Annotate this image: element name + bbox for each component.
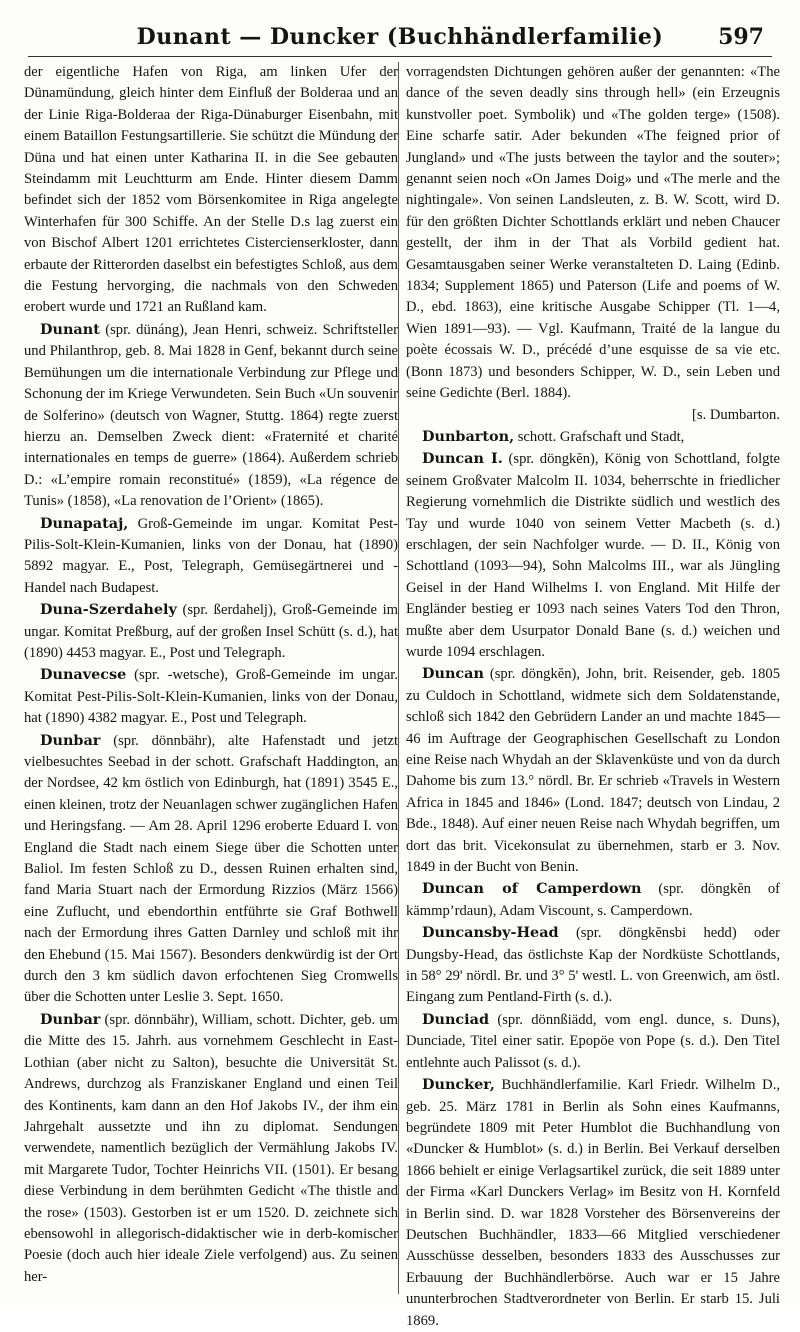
page-number: 597 bbox=[718, 24, 764, 50]
entry-paragraph bbox=[406, 1009, 780, 1074]
entry-headword: Dunbarton, bbox=[422, 427, 515, 445]
entry-text: (spr. döngkĕn of kämmp’rdaun), Adam Viscount, s. Camperdown. bbox=[406, 881, 780, 919]
entry-paragraph bbox=[24, 319, 398, 513]
entry-paragraph bbox=[24, 1009, 398, 1288]
entry-headword: Duncan of Camperdown bbox=[422, 880, 642, 898]
entry-text: (spr. dönnbähr), alte Hafenstadt und jetzt vielbesuchtes Seebad in der schott. Grafschaft Haddington, an der Nordsee, 42 km östlich von Edinburgh, hat (1891) 3545 E., einen kleinen, trotz der Neuanlagen schwer zugänglichen Hafen und Heringsfang. — Am 28. April 1296 eroberte Eduard I. von England die Stadt nach einem Siege über die Schotten unter Baliol. Im festen Schloß zu D., dessen Ruinen erhalten sind, fand Maria Stuart nach der Ermordung Rizzios (März 1566) eine Zuflucht, und ebendorthin entführte sie Graf Bothwell nach der Ermordung ihres Gatten Darnley und schloß mit ihr den Ehebund (15. Mai 1567). Besonders denkwürdig ist der Ort durch den 3 km südlich davon erfochtenen Sieg Cromwells über die Schotten unter Leslie 3. Sept. 1650. bbox=[24, 732, 398, 1006]
entry-headword: Dunant bbox=[40, 320, 100, 338]
entry-text: (spr. -wetsche), Groß-Gemeinde im ungar. Komitat Pest-Pilis-Solt-Klein-Kumanien, links von der Donau, hat (1890) 4382 magyar. E., Post und Telegraph. bbox=[24, 667, 398, 727]
entry-text: vorragendsten Dichtungen gehören außer der genannten: «The dance of the seven deadly sins through hell» (ein Erzeugnis kunstvoller poet. Symbolik) und «The golden terge» (1508). Eine scharfe satir. Ader bekunden «The feigned prior of Jungland» und «The justs between the taylor and the souter»; genannt seien noch «On James Doig» und «The merle and the nightingale». Von seinen Landsleuten, z. B. W. Scott, wird D. für den größten Dichter Schottlands erklärt und neben Chaucer gestellt, der ihm in der That als Vorbild gedient hat. Gesamtausgaben seiner Werke veranstalteten D. Laing (Edinb. 1834; Supplement 1865) und Paterson (Life and poems of W. D., ebd. 1863), eine kritische Ausgabe Schipper (Tl. 1—4, Wien 1891—93). — Vgl. Kaufmann, Traité de la langue du poète écossais W. D., précédé d’une esquisse de sa vie etc. (Bonn 1873) und besonders Schipper, W. D., sein Leben und seine Gedichte (Berl. 1884). bbox=[406, 64, 780, 402]
entry-paragraph bbox=[24, 62, 398, 319]
entry-headword: Duncan I. bbox=[422, 450, 503, 468]
entry-paragraph bbox=[406, 426, 780, 448]
entry-text: schott. Grafschaft und Stadt, bbox=[514, 428, 685, 445]
entry-paragraph bbox=[406, 448, 780, 663]
entry-text: [s. Dumbarton. bbox=[692, 406, 780, 423]
right-column bbox=[406, 62, 780, 1329]
entry-text: (spr. dönnbähr), William, schott. Dichter, geb. um die Mitte des 15. Jahrh. aus vornehmem Geschlecht in East-Lothian (aber nicht zu Salton), besuchte die Universität St. Andrews, durchzog als Franziskaner England und einen Teil des Kontinents, kam dann an den Hof Jakobs IV., der ihm ein Jahrgehalt aussetzte und ihn zu diplomat. Sendungen verwendete, namentlich bezüglich der Vermählung Jakobs IV. mit Margarete Tudor, Tochter Heinrichs VII. (1501). Er besang diese Verbindung in dem berühmten Gedicht «The thistle and the rose» (1503). Gestorben ist er um 1520. D. zeichnete sich ebensowohl in allegorisch-didaktischer wie in derb-komischer Poesie (doch auch hier ideale Ziele verfolgend) aus. Zu seinen her- bbox=[24, 1011, 398, 1285]
entry-headword: Duncansby-Head bbox=[422, 924, 559, 942]
entry-text: (spr. ßerdahelj), Groß-Gemeinde im ungar. Komitat Preßburg, auf der großen Insel Schütt (s. d.), hat (1890) 4453 magyar. E., Post und Telegraph. bbox=[24, 602, 398, 661]
entry-text: (spr. döngkĕnsbi hedd) oder Dungsby-Head, das östlichste Kap der Nordküste Schottlands, in 58° 29' nördl. Br. und 3° 5' westl. L. von Greenwich, am östl. Eingang zum Pentland-Firth (s. d.). bbox=[406, 925, 780, 1006]
header-rule bbox=[28, 56, 772, 57]
entry-text: (spr. döngkĕn), John, brit. Reisender, geb. 1805 zu Culdoch in Schottland, widmete sich dem Soldatenstande, schloß sich 1842 den Gebrüdern Lander an und machte 1845—46 im Auftrage der Geographischen Gesellschaft zu London eine Reise nach Whydah an der Sklavenküste und von da durch Dahome bis zum 13.° nördl. Br. Er schrieb «Travels in Western Africa in 1845 and 1846» (Lond. 1847; deutsch von Lindau, 2 Bde., 1848). Auf einer neuen Reise nach Whydah begriffen, um dort das brit. Vicekonsulat zu übernehmen, starb er 3. Nov. 1849 in der Bucht von Benin. bbox=[406, 666, 780, 876]
entry-headword: Dunapataj, bbox=[40, 514, 129, 532]
page-header bbox=[0, 10, 800, 54]
entry-paragraph bbox=[406, 663, 780, 878]
column-divider bbox=[398, 62, 399, 1294]
entry-text: (spr. dönnßiädd, vom engl. dunce, s. Duns), Dunciade, Titel einer satir. Epopöe von Pope (s. d.). Den Titel entlehnte auch Palissot (s. d.). bbox=[406, 1011, 780, 1071]
entry-text: Buchhändlerfamilie. Karl Friedr. Wilhelm D., geb. 25. März 1781 in Berlin als Sohn eines Kaufmanns, begründete 1809 mit Peter Humblot die Buchhandlung von «Duncker & Humblot» (s. d.) in Berlin. Bei Verkauf derselben 1866 behielt er einige Verlagsartikel zurück, die seit 1889 unter der Firma «Karl Dunckers Verlag» im Besitz von H. Kornfeld in Berlin sind. D. war 1828 Vorsteher des Börsenvereins der Deutschen Buchhändler, 1833—66 Mitglied verschiedener Ausschüsse desselben, besonders 1833 des Ausschusses zur Erbauung der Buchhändlerbörse. Auch war er 15 Jahre ununterbrochen Stadtverordneter von Berlin. Er starb 15. Juli 1869. bbox=[406, 1077, 780, 1329]
entry-headword: Duna-Szerdahely bbox=[40, 601, 177, 619]
entry-text: (spr. dünáng), Jean Henri, schweiz. Schriftsteller und Philanthrop, geb. 8. Mai 1828 in Genf, bekannt durch seine Bemühungen um die internationale Verbindung zur Pflege und Schonung der im Kriege Verwundeten. Sein Buch «Un souvenir de Solferino» (deutsch von Wagner, Stuttg. 1864) regte zuerst hierzu an. Demselben Zweck dient: «Fraternité et charité internationales en temps de guerre» (1864). Außerdem schrieb D.: «L’empire romain reconstitué» (1859), «La régence de Tunis» (1858), «La renovation de l’Orient» (1865). bbox=[24, 321, 398, 510]
entry-text: Groß-Gemeinde im ungar. Komitat Pest-Pilis-Solt-Klein-Kumanien, links von der Donau, hat (1890) 5892 magyar. E., Post, Telegraph, Gemüsegärtnerei und -Handel nach Budapest. bbox=[24, 515, 398, 596]
entry-headword: Dunbar bbox=[40, 731, 101, 749]
entry-headword: Dunavecse bbox=[40, 666, 127, 684]
entry-paragraph bbox=[406, 62, 780, 405]
left-column bbox=[24, 62, 398, 1298]
entry-paragraph bbox=[406, 1074, 780, 1332]
entry-text: der eigentliche Hafen von Riga, am linken Ufer der Dünamündung, gleich hinter dem Einfluß der Bolderaa und an der Linie Riga-Bolderaa der Riga-Dünaburger Eisenbahn, mit einem Bataillon Festungsartillerie. Sie schützt die Mündung der Düna und hat einen unter Katharina II. in die See gebauten Steindamm mit Leuchtturm am Ende. Hinter diesem Damm befindet sich der 1852 vom Börsenkomitee in Riga angelegte Winterhafen für 300 Schiffe. An der Stelle D.s lag zuerst ein von Bischof Albert 1201 errichtetes Cistercienserkloster, dann erbaute der Ritterorden daselbst ein befestigtes Schloß, aus dem die Festung hervorging, die nachmals von den Schweden erobert wurde und 1721 an Rußland kam. bbox=[24, 64, 398, 316]
entry-paragraph bbox=[24, 730, 398, 1009]
running-head: Dunant — Duncker (Buchhändlerfamilie) bbox=[136, 24, 664, 50]
entry-text: (spr. döngkĕn), König von Schottland, folgte seinem Großvater Malcolm II. 1034, beherrschte in friedlicher Regierung vornehmlich die Distrikte südlich und westlich des Tay und wurde 1040 von seinem Vetter Macbeth (s. d.) erschlagen, der sein Nachfolger wurde. — D. II., König von Schottland (1093—94), Sohn Malcolms III., war als Jüngling Geisel in der Hand Wilhelms I. von England. Mit Hilfe der Engländer bestieg er 1093 nach seines Vaters Tod den Thron, mußte aber dem Usurpator Donald Bane (s. d.) weichen und wurde 1094 erschlagen. bbox=[406, 451, 780, 660]
entry-paragraph bbox=[24, 664, 398, 729]
entry-paragraph bbox=[24, 513, 398, 600]
entry-headword: Dunciad bbox=[422, 1010, 490, 1028]
entry-paragraph bbox=[406, 922, 780, 1009]
entry-paragraph bbox=[406, 878, 780, 922]
entry-paragraph bbox=[406, 405, 780, 426]
entry-headword: Dunbar bbox=[40, 1010, 101, 1028]
entry-headword: Duncan bbox=[422, 665, 484, 683]
entry-headword: Duncker, bbox=[422, 1076, 495, 1094]
entry-paragraph bbox=[24, 599, 398, 664]
